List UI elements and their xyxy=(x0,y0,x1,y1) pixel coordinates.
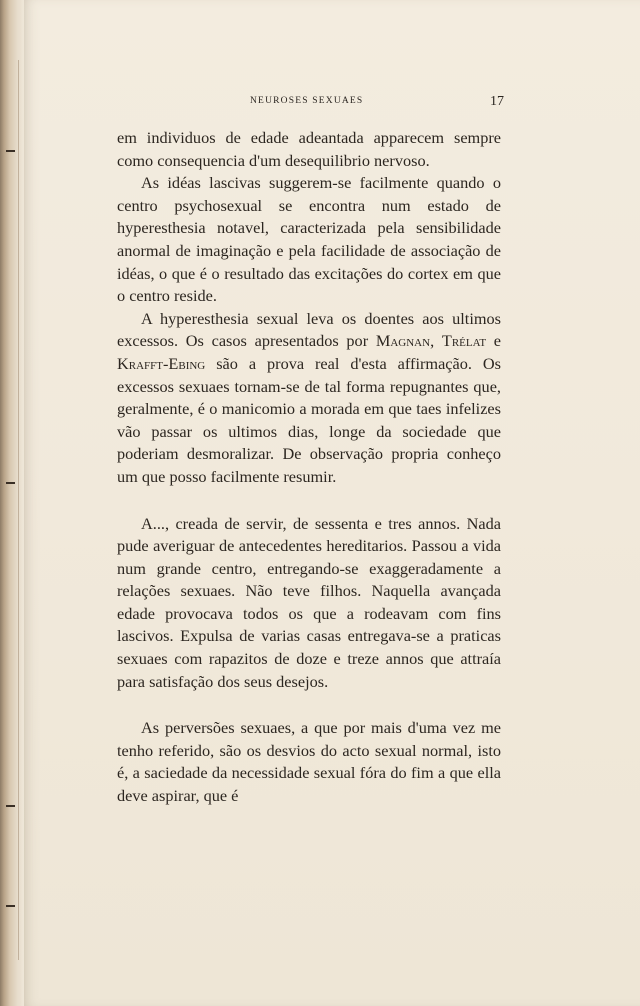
author-name: Krafft-Ebing xyxy=(117,353,206,373)
separator-text: e xyxy=(486,331,502,351)
paragraph-text: são a prova real d'esta affirmação. Os excessos sexuaes tornam-se de tal forma repugnantes que, geralmente, é o manicomio a morada em que taes infelizes vão passar os ultimos dias, longe da sociedade que poderiam desmoralizar. De observação propria conheço um que posso facilmente resumir. xyxy=(117,353,501,486)
running-head: NEUROSES SEXUAES xyxy=(250,96,364,106)
binding-mark xyxy=(6,482,15,484)
page-number: 17 xyxy=(490,94,504,109)
book-gutter xyxy=(0,0,22,1006)
paragraph-hyperesthesia: As idéas lascivas suggerem-se facilmente quando o centro psychosexual se encontra num estado de hyperesthesia notavel, caracterizada pela sensibilidade anormal de imaginação e pela facilidade de associação de idéas, o que é o resultado das excitações do cortex em que o centro reside. xyxy=(117,173,501,306)
paragraph-continuation: em individuos de edade adeantada apparecem sempre como consequencia d'um desequilibrio nervoso. xyxy=(117,128,501,170)
paragraph-excessos xyxy=(117,308,501,489)
binding-mark xyxy=(6,805,15,807)
page-header xyxy=(24,94,640,114)
paragraph-perversoes: As perversões sexuaes, a que por mais d'uma vez me tenho referido, são os desvios do acto sexual normal, isto é, a saciedade da necessidade sexual fóra do fim a que ella deve aspirar, que é xyxy=(117,718,501,806)
book-page xyxy=(24,0,640,1006)
body-text xyxy=(117,127,501,808)
paragraph-case-report: A..., creada de servir, de sessenta e tres annos. Nada pude averiguar de antecedentes hereditarios. Passou a vida num grande centro, entregando-se exaggeradamente a relações sexuaes. Não teve filhos. Naquella avançada edade provocava todos os que a rodeavam com fins lascivos. Expulsa de varias casas entregava-se a praticas sexuaes com rapazitos de doze e treze annos que attraía para satisfação dos seus desejos. xyxy=(117,513,501,691)
gutter-fold-line xyxy=(18,60,19,960)
separator-text: , xyxy=(430,331,442,351)
binding-mark xyxy=(6,905,15,907)
author-name: Magnan xyxy=(375,331,431,351)
binding-mark xyxy=(6,150,15,152)
author-name: Trélat xyxy=(441,331,487,351)
paragraph-text: A hyperesthesia sexual leva os doentes aos ultimos excessos. Os casos apresentados por xyxy=(117,308,501,351)
